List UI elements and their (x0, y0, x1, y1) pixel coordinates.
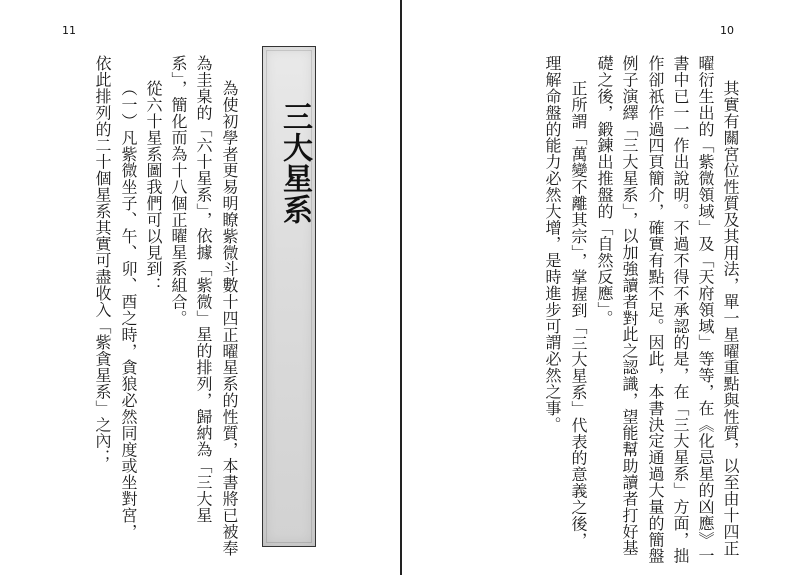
text-column: 作卻祇作過四頁簡介，確實有點不足。因此，本書決定通過大量的簡盤 (646, 55, 665, 565)
text-column: 為使初學者更易明瞭紫微斗數十四正曜星系的性質，本書將已被奉 (220, 80, 239, 557)
text-column: 系」，簡化而為十八個正曜星系組合。 (169, 55, 188, 327)
page-number: 10 (720, 24, 734, 37)
text-column: 從六十星系圖我們可以見到： (144, 80, 163, 294)
text-column: 理解命盤的能力必然大增，是時進步可謂必然之事。 (543, 55, 562, 433)
text-column: 礎之後，鍛鍊出推盤的「自然反應」。 (595, 55, 614, 327)
text-column: 書中已一一作出說明。不過不得不承認的是，在「三大星系」方面，拙 (671, 55, 690, 565)
page-number: 11 (62, 24, 76, 37)
text-column: （一）凡紫微坐子、午、卯、酉之時，貪狼必然同度或坐對宮， (119, 80, 138, 540)
text-column: 正所謂「萬變不離其宗」，掌握到「三大星系」代表的意義之後， (569, 80, 588, 549)
chapter-title-banner (262, 46, 316, 547)
text-column: 依此排列的二十個星系其實可盡收入「紫貪星系」之內； (93, 55, 112, 466)
text-column: 曜衍生出的「紫微領域」及「天府領域」等等，在《化忌星的凶應》一 (696, 55, 715, 565)
right-page (402, 0, 800, 575)
text-column: 例子演繹「三大星系」，以加強讀者對此之認識，望能幫助讀者打好基 (620, 55, 639, 557)
chapter-title: 三大星系 (277, 101, 312, 225)
text-column: 為圭臬的「六十星系」，依據「紫微」星的排列，歸納為「三大星 (194, 55, 213, 524)
text-column: 其實有關宮位性質及其用法，單一星曜重點與性質，以至由十四正 (721, 80, 740, 557)
